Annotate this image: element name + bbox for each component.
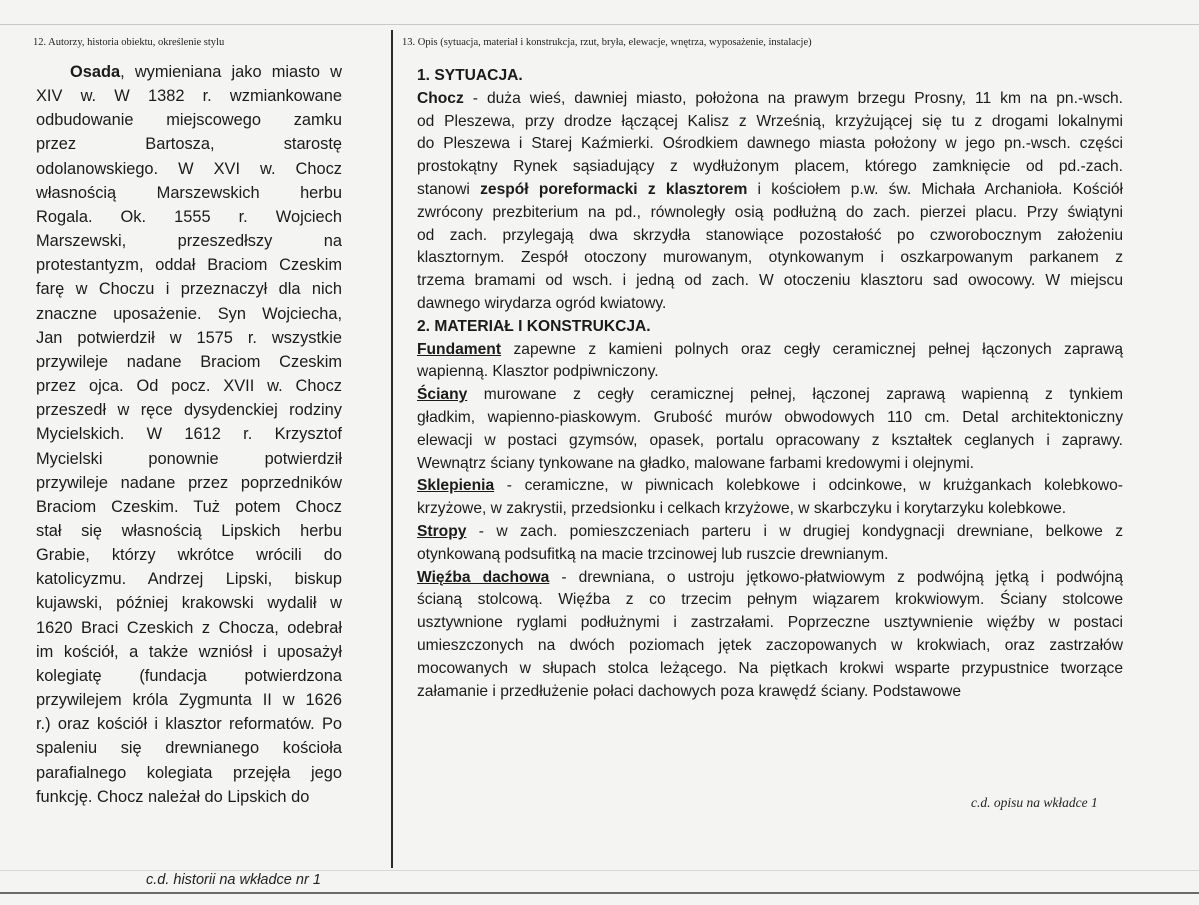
description-line: od Pleszewa, przy drodze łączącej Kalisz z Wrześnią, krzyżującej się tu z drogami lokalnymi xyxy=(417,112,1123,130)
description-line: otynkowaną podsufitką na macie trzcinowej lub ruszcie drewnianym. xyxy=(417,545,889,563)
description-line: krzyżowe, w zakrystii, przedsionku i celkach krzyżowe, w skarbczyku i korytarzyku kolebkowe. xyxy=(417,500,1067,518)
label-foundation: Fundament xyxy=(417,340,502,358)
label-roof-truss: Więźba dachowa xyxy=(417,568,550,586)
history-line: Braciom Czeskim. Tuż potem Chocz xyxy=(36,497,342,516)
situation-lead: Chocz xyxy=(417,89,464,107)
history-line xyxy=(36,60,342,84)
history-line: Grabie, którzy wkrótce wrócili do xyxy=(36,546,342,565)
description-line: wapienną. Klasztor podpiwniczony. xyxy=(417,363,659,381)
history-line: r.) oraz kościół i klasztor reformatów. Po xyxy=(36,715,342,734)
bottom-rule xyxy=(0,892,1199,894)
history-line: Mycielski ponownie potwierdził xyxy=(36,449,342,468)
history-line: stał się własnością Lipskich herbu xyxy=(36,521,342,540)
description-line: Wewnątrz ściany tynkowane na gładko, malowane farbami kredowymi i olejnymi. xyxy=(417,454,974,472)
description-continuation-note: c.d. opisu na wkładce 1 xyxy=(971,795,1098,810)
label-walls: Ściany xyxy=(417,386,468,404)
history-line: kolegiatę (fundacja potwierdzona xyxy=(36,666,342,685)
history-line: farę w Choczu i przeznaczył dla nich xyxy=(36,280,342,299)
label-ceilings: Stropy xyxy=(417,522,467,540)
history-line: kujawski, później krakowski wydalił w xyxy=(36,594,342,613)
bottom-rule-light xyxy=(0,870,1199,871)
description-line: klasztornym. Zespół otoczony murowanym, otynkowanym i oszkarpowanym parkanem z xyxy=(417,249,1123,267)
history-line: przywileje nadane Braciom Czeskim xyxy=(36,352,342,371)
history-line: Rogala. Ok. 1555 r. Wojciech xyxy=(36,207,342,226)
history-line: przeszedł w ręce dysydenckiej rodziny xyxy=(36,401,342,420)
history-line: odbudowanie miejscowego zamku xyxy=(36,111,342,130)
description-line: usztywnione ryglami podłużnymi i zastrzałami. Poprzeczne usztywnienie więźby w postaci xyxy=(417,614,1123,632)
history-line: własnością Marszewskich herbu xyxy=(36,183,342,202)
complex-name: zespół poreformacki z klasztorem xyxy=(480,180,748,198)
description-line: Chocz - duża wieś, dawniej miasto, położona na prawym brzegu Prosny, 11 km na pn.-wsch. xyxy=(417,89,1123,107)
description-line: gładkim, wapienno-piaskowym. Grubość murów obwodowych 110 cm. Detal architektoniczny xyxy=(417,408,1123,426)
description-line: trzema bramami od wsch. i jedną od zach. W otoczeniu klasztoru sad owocowy. W miejscu xyxy=(417,272,1123,290)
history-line-text: , wymieniana jako miasto w xyxy=(120,63,342,81)
description-line: dawnego wirydarza ogród kwiatowy. xyxy=(417,294,667,312)
description-line: elewacji w postaci gzymsów, opasek, portalu opracowany z kształtek ceglanych i zaprawy. xyxy=(417,431,1123,449)
description-line: mocowanych w słupach stolca leżącego. Na piętkach krokwi wsparte przypustnice tworzące xyxy=(417,659,1123,677)
description-line: Stropy - w zach. pomieszczeniach parteru i w drugiej kondygnacji drewniane, belkowe z xyxy=(417,522,1123,540)
column-divider xyxy=(391,30,393,868)
description-text xyxy=(417,65,1123,703)
history-text xyxy=(36,60,342,809)
description-line: Sklepienia - ceramiczne, w piwnicach kolebkowe i odcinkowe, w krużgankach kolebkowo- xyxy=(417,477,1123,495)
section-heading-material: 2. MATERIAŁ I KONSTRUKCJA. xyxy=(417,317,651,335)
description-line: umieszczonych na dwóch poziomach jętek zaczopowanych w krokwiach, oraz zastrzałów xyxy=(417,636,1123,654)
history-line: im kościół, a także wzniósł i uposażył xyxy=(36,642,342,661)
history-line: przez ojca. Od pocz. XVII w. Chocz xyxy=(36,377,342,396)
right-column-header: 13. Opis (sytuacja, materiał i konstrukcja, rzut, bryła, elewacje, wnętrza, wyposażenie, instalacje) xyxy=(402,37,812,48)
section-heading-situation: 1. SYTUACJA. xyxy=(417,67,523,84)
history-line: przywilejem króla Zygmunta II w 1626 xyxy=(36,691,342,710)
history-line: protestantyzm, oddał Braciom Czeskim xyxy=(36,256,342,275)
history-continuation-note: c.d. historii na wkładce nr 1 xyxy=(146,872,321,888)
description-line: Fundament zapewne z kamieni polnych oraz cegły ceramicznej pełnej łączonych zaprawą xyxy=(417,340,1123,358)
description-line: stanowi zespół poreformacki z klasztorem i kościołem p.w. św. Michała Archanioła. Kościół xyxy=(417,180,1123,198)
description-line: załamanie i przedłużenie połaci dachowych poza krawędź ściany. Podstawowe xyxy=(417,682,962,700)
history-line: 1620 Braci Czeskich z Chocza, odebrał xyxy=(36,618,342,637)
history-line: znaczne uposażenie. Syn Wojciecha, xyxy=(36,304,342,323)
description-line: Ściany murowane z cegły ceramicznej pełnej, łączonej zaprawą wapienną z tynkiem xyxy=(417,386,1123,404)
history-line: przez Bartosza, starostę xyxy=(36,135,342,154)
history-line: XIV w. W 1382 r. wzmiankowane xyxy=(36,87,342,106)
history-line: funkcję. Chocz należał do Lipskich do xyxy=(36,787,310,806)
description-line: od zach. przylegają dwa skrzydła stanowiące pozostałość po czworobocznym założeniu xyxy=(417,226,1123,244)
left-column-header: 12. Autorzy, historia obiektu, określenie stylu xyxy=(33,37,225,48)
history-line: Jan potwierdził w 1575 r. wszystkie xyxy=(36,328,342,347)
description-line: Więźba dachowa - drewniana, o ustroju jętkowo-płatwiowym z podwójną jętką i podwójną xyxy=(417,568,1124,586)
history-line: spaleniu się drewnianego kościoła xyxy=(36,739,342,758)
description-line: prostokątny Rynek sąsiadujący z wydłużonym placem, którego zamknięcie od pd.-zach. xyxy=(417,158,1123,176)
history-line: katolicyzmu. Andrzej Lipski, biskup xyxy=(36,570,342,589)
history-line: parafialnego kolegiata przejęła jego xyxy=(36,763,342,782)
description-line: ścianą stolcową. Więźba z co trzecim pełnym wiązarem krokwiowym. Ściany stolcowe xyxy=(417,591,1123,609)
description-line: zwrócony prezbiterium na pd., równoległy osią podłużną do zach. pierzei placu. Przy świątyni xyxy=(417,203,1123,221)
label-vaults: Sklepienia xyxy=(417,477,495,495)
history-line: odolanowskiego. W XVI w. Chocz xyxy=(36,159,342,178)
description-line: do Pleszewa i Starej Kaźmierki. Ośrodkiem dawnego miasta położony w jego pn.-wsch. części xyxy=(417,135,1123,153)
history-line: przywileje nadane przez poprzedników xyxy=(36,473,342,492)
top-rule xyxy=(0,24,1199,25)
history-line: Mycielskich. W 1612 r. Krzysztof xyxy=(36,425,342,444)
history-lead: Osada xyxy=(70,63,121,81)
history-line: Marszewski, przeszedłszy na xyxy=(36,232,342,251)
